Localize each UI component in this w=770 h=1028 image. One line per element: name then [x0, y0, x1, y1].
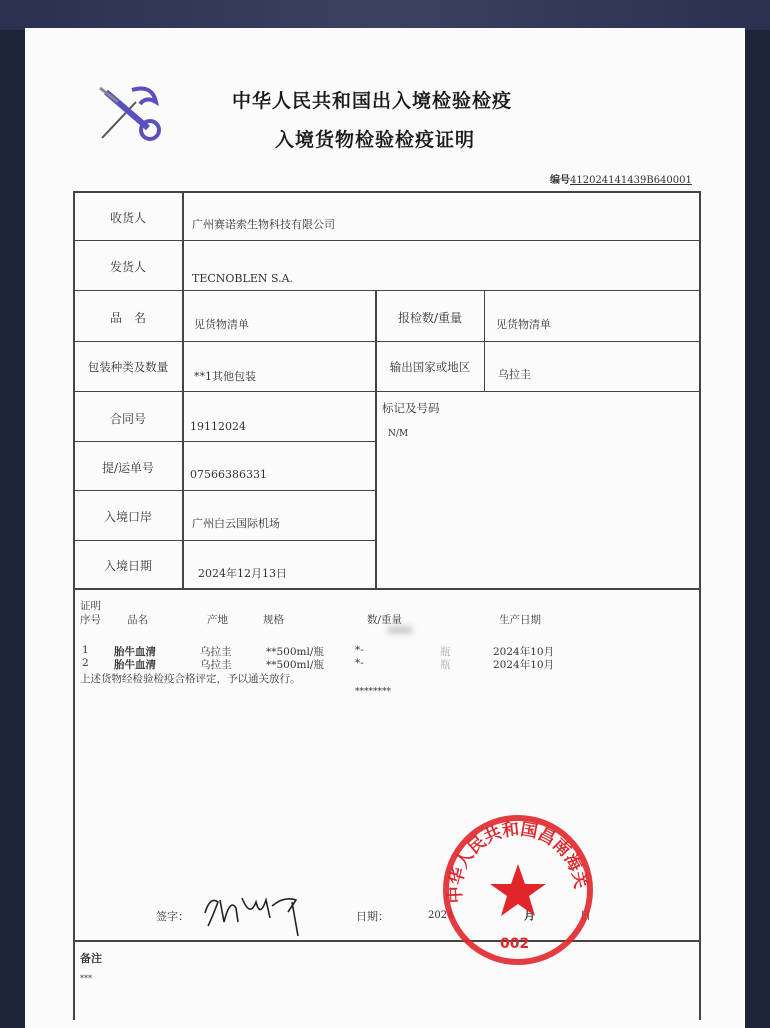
packing-value: **1其他包装 — [194, 370, 256, 383]
marks-value: N/M — [388, 429, 409, 439]
row-date: 2024年10月 — [493, 646, 555, 658]
date-day: 日 — [580, 909, 591, 922]
bl-label: 提/运单号 — [101, 461, 155, 475]
quantity-value: 见货物清单 — [496, 318, 551, 331]
stamp-code: 002 — [500, 936, 530, 952]
handwritten-signature — [200, 888, 310, 948]
contract-label: 合同号 — [109, 412, 146, 426]
background — [0, 0, 770, 30]
port-label: 入境口岸 — [103, 510, 152, 524]
cert-statement: 上述货物经检验检疫合格评定，予以通关放行。 — [80, 673, 301, 685]
row-origin: 乌拉圭 — [200, 646, 232, 658]
serial-label: 编号 — [550, 175, 570, 186]
marks-label: 标记及号码 — [382, 401, 440, 415]
row-name: 胎牛血清 — [114, 659, 156, 671]
cert-stars: ******** — [355, 687, 391, 697]
serial-value: 412024141439B640001 — [570, 175, 692, 186]
row-origin: 乌拉圭 — [200, 659, 232, 671]
date-month: 月 — [524, 909, 535, 922]
product-label: 品 名 — [109, 311, 146, 325]
packing-label: 包装种类及数量 — [87, 360, 169, 374]
entry-date-value: 2024年12月13日 — [198, 567, 287, 580]
redaction — [388, 626, 412, 634]
stamp-text: 中华人民共和国昌南海关 — [445, 819, 591, 904]
contract-value: 19112024 — [190, 420, 246, 433]
col-spec: 规格 — [263, 614, 284, 626]
cert-heading: 证明 — [80, 600, 101, 612]
entry-date-label: 入境日期 — [103, 559, 152, 573]
title-line1: 中华人民共和国出入境检验检疫 — [232, 90, 513, 112]
bl-value: 07566386331 — [190, 468, 267, 481]
serial-number — [550, 171, 692, 186]
date-year: 2024 — [428, 910, 454, 921]
quantity-label: 报检数/重量 — [397, 311, 463, 325]
document-title: 入境货物检验检疫证明 — [275, 129, 476, 151]
consignee-label: 收货人 — [109, 211, 146, 225]
remarks-value: *** — [80, 974, 92, 983]
sign-label: 签字： — [156, 910, 189, 923]
row-no: 2 — [82, 657, 89, 669]
origin-value: 乌拉圭 — [498, 368, 531, 381]
row-qty: *- — [355, 657, 364, 669]
row-spec: **500ml/瓶 — [266, 659, 324, 671]
col-no: 序号 — [80, 614, 101, 626]
official-seal-stamp — [438, 812, 598, 972]
origin-label: 输出国家或地区 — [389, 360, 471, 374]
date-label: 日期： — [356, 910, 389, 923]
row-spec: **500ml/瓶 — [266, 646, 324, 658]
consignee-value: 广州赛诺索生物科技有限公司 — [192, 218, 335, 231]
row-no: 1 — [82, 644, 89, 656]
row-unit: 瓶 — [440, 646, 451, 658]
product-value: 见货物清单 — [194, 318, 249, 331]
remarks-label: 备注 — [80, 952, 102, 965]
port-value: 广州白云国际机场 — [192, 517, 280, 530]
col-name: 品名 — [127, 614, 148, 626]
col-origin: 产地 — [207, 614, 228, 626]
row-unit: 瓶 — [440, 659, 451, 671]
col-date: 生产日期 — [499, 614, 541, 626]
consignor-value: TECNOBLEN S.A. — [192, 272, 294, 285]
row-name: 胎牛血清 — [114, 646, 156, 658]
consignor-label: 发货人 — [109, 260, 146, 274]
row-qty: *- — [355, 644, 364, 656]
col-qty: 数/重量 — [367, 614, 403, 626]
row-date: 2024年10月 — [493, 659, 555, 671]
ciq-emblem-icon — [96, 82, 168, 144]
